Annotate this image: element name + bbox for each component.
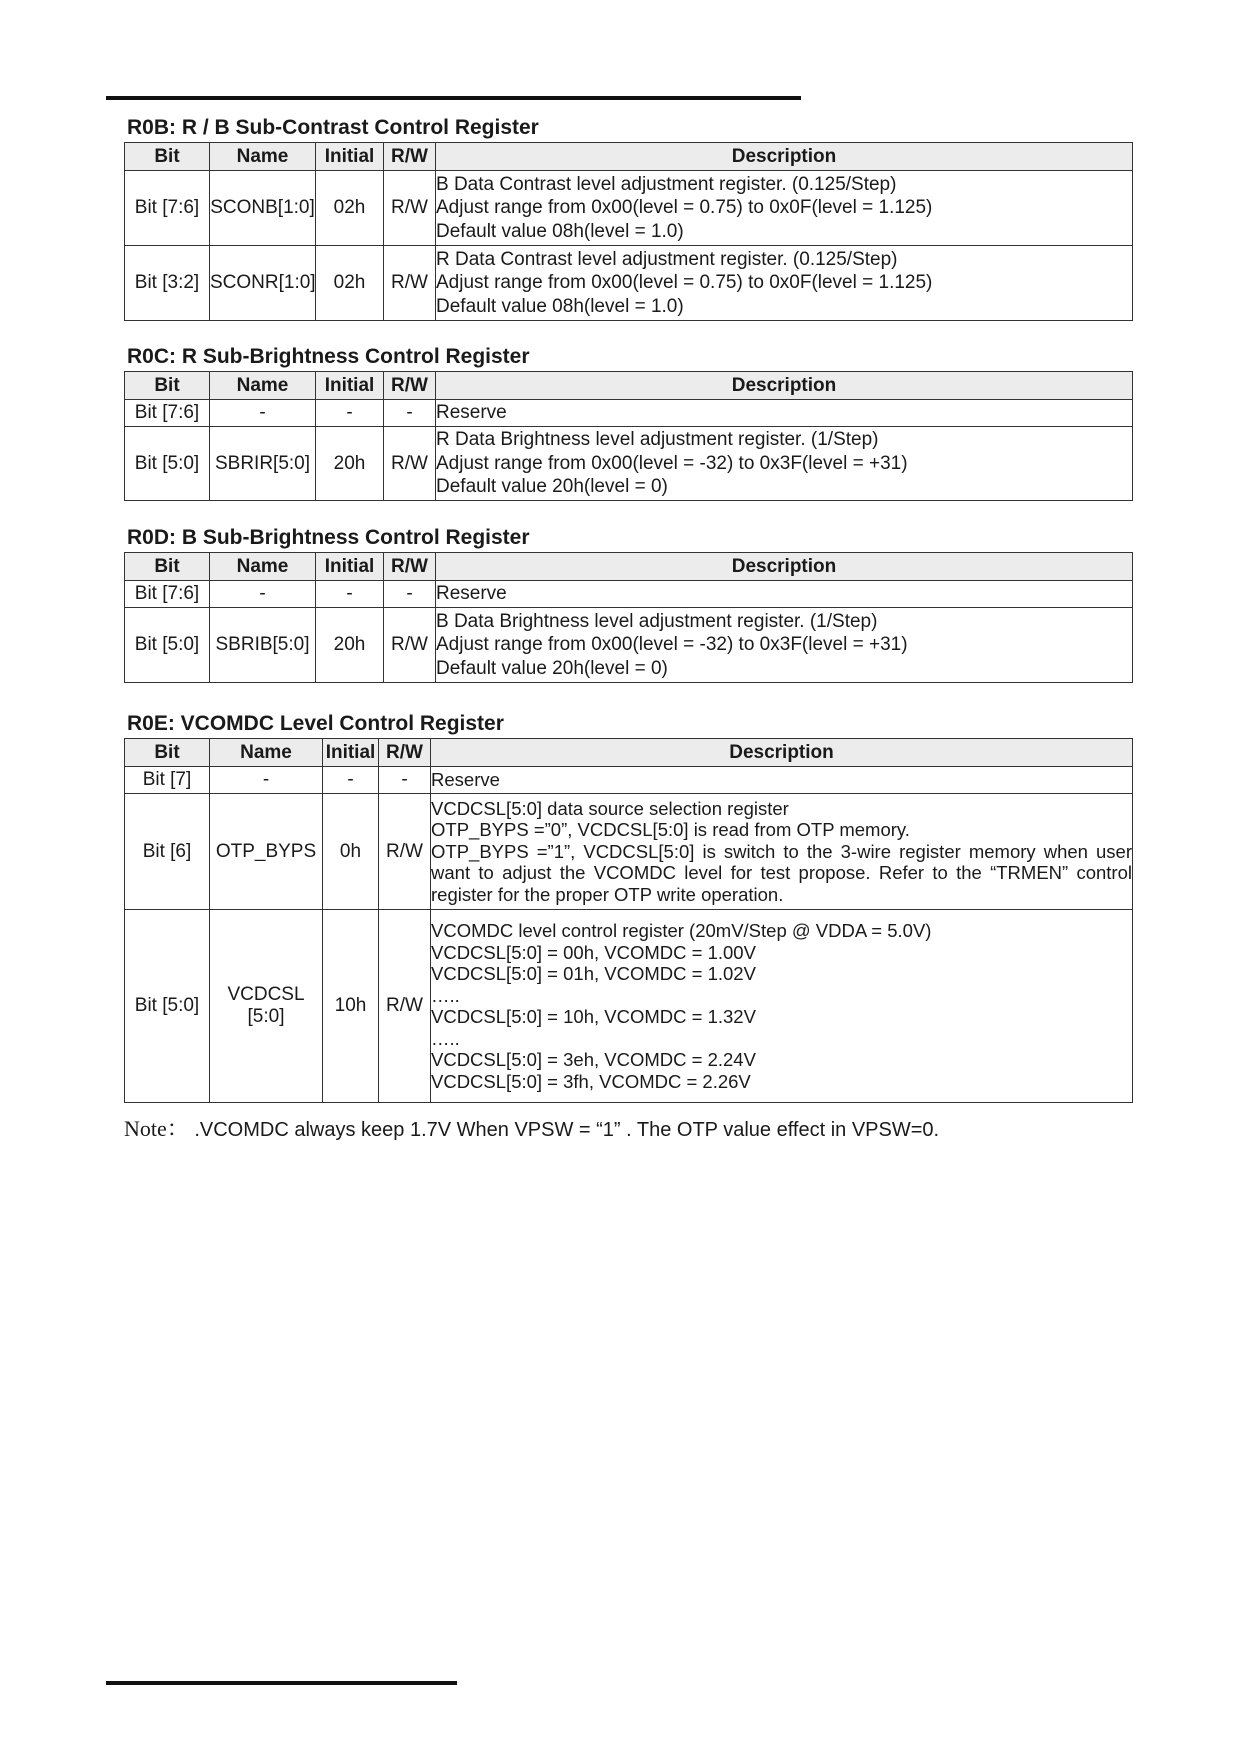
name-line: [5:0] [247,1006,285,1027]
cell-bit: Bit [3:2] [125,246,210,321]
description-line: R Data Brightness level adjustment register. (1/Step) [436,429,879,451]
description-line: Reserve [436,583,507,605]
header-bit: Bit [125,143,210,171]
description-line: B Data Contrast level adjustment register. (0.125/Step) [436,173,897,195]
table-row [125,608,1133,683]
description-line: Default value 20h(level = 0) [436,657,668,679]
cell-description [436,427,1133,501]
cell-bit: Bit [5:0] [125,608,210,683]
header-description: Description [436,372,1133,400]
header-description: Description [436,553,1133,581]
table-row [125,400,1133,427]
cell-bit: Bit [5:0] [125,427,210,501]
cell-rw: R/W [384,608,436,683]
cell-rw: R/W [384,427,436,501]
cell-rw: R/W [379,794,431,910]
cell-rw: - [384,581,436,608]
table-header-row [125,553,1133,581]
cell-initial: 02h [316,171,384,246]
description-line: VCDCSL[5:0] = 10h, VCOMDC = 1.32V [431,1006,756,1027]
header-bit: Bit [125,372,210,400]
register-r0c [124,346,1133,501]
cell-initial: - [316,581,384,608]
cell-description [436,400,1133,427]
bottom-rule [106,1681,457,1685]
note-text: .VCOMDC always keep 1.7V When VPSW = “1” . The OTP value effect in VPSW=0. [194,1119,940,1141]
table-row [125,581,1133,608]
description-line: OTP_BYPS =”1”, VCDCSL[5:0] is switch to the 3-wire register memory when user [431,840,1132,862]
cell-initial: - [316,400,384,427]
table-row [125,794,1133,910]
cell-rw: R/W [384,171,436,246]
header-name: Name [210,739,323,767]
header-rw: R/W [384,372,436,400]
description-line: VCDCSL[5:0] = 00h, VCOMDC = 1.00V [431,941,756,963]
cell-rw: R/W [384,246,436,321]
header-initial: Initial [316,553,384,581]
top-rule [106,96,801,100]
header-initial: Initial [316,143,384,171]
cell-description [431,767,1133,794]
cell-name [210,910,323,1103]
description-line: VCDCSL[5:0] = 3fh, VCOMDC = 2.26V [431,1070,751,1092]
cell-initial: 20h [316,608,384,683]
description-line: ….. [431,984,460,1006]
register-table [124,552,1133,683]
header-name: Name [210,143,316,171]
note-label: Note： [124,1116,189,1141]
table-row [125,910,1133,1103]
register-table [124,371,1133,501]
header-description: Description [436,143,1133,171]
description-line: Adjust range from 0x00(level = 0.75) to 0x0F(level = 1.125) [436,197,933,219]
description-line: Adjust range from 0x00(level = -32) to 0x3F(level = +31) [436,634,908,656]
description-line: R Data Contrast level adjustment register. (0.125/Step) [436,248,898,270]
cell-description [436,608,1133,683]
cell-bit: Bit [6] [125,794,210,910]
cell-rw: - [384,400,436,427]
description-line: Default value 20h(level = 0) [436,476,668,498]
description-line: VCOMDC level control register (20mV/Step @ VDDA = 5.0V) [431,920,932,941]
description-line: Default value 08h(level = 1.0) [436,295,684,317]
table-header-row [125,739,1133,767]
cell-name: SBRIB[5:0] [210,608,316,683]
footnote [124,1112,939,1143]
cell-bit: Bit [7] [125,767,210,794]
register-table [124,142,1133,321]
cell-name: - [210,581,316,608]
header-name: Name [210,372,316,400]
section-title: R0C: R Sub-Brightness Control Register [127,345,530,368]
description-line: VCDCSL[5:0] = 01h, VCOMDC = 1.02V [431,963,756,984]
table-row [125,171,1133,246]
table-row [125,767,1133,794]
header-bit: Bit [125,553,210,581]
description-line: Reserve [436,402,507,424]
register-r0b [124,117,1133,321]
table-header-row [125,372,1133,400]
cell-initial: 0h [323,794,379,910]
header-rw: R/W [384,143,436,171]
cell-name: SBRIR[5:0] [210,427,316,501]
section-title: R0E: VCOMDC Level Control Register [127,712,504,735]
header-name: Name [210,553,316,581]
header-bit: Bit [125,739,210,767]
description-line: OTP_BYPS =”0”, VCDCSL[5:0] is read from OTP memory. [431,819,910,841]
cell-bit: Bit [7:6] [125,581,210,608]
description-line: ….. [431,1027,460,1049]
cell-name: - [210,400,316,427]
cell-description [436,581,1133,608]
description-line: VCDCSL[5:0] = 3eh, VCOMDC = 2.24V [431,1049,756,1070]
cell-name: OTP_BYPS [210,794,323,910]
description-line: Adjust range from 0x00(level = -32) to 0x3F(level = +31) [436,452,908,474]
cell-description [436,171,1133,246]
cell-bit: Bit [7:6] [125,400,210,427]
register-r0d [124,527,1133,683]
section-title: R0B: R / B Sub-Contrast Control Register [127,116,539,139]
header-description: Description [431,739,1133,767]
cell-description [431,794,1133,910]
description-line: Reserve [431,769,500,791]
cell-name: - [210,767,323,794]
cell-name: SCONR[1:0] [210,246,316,321]
table-row [125,427,1133,501]
cell-initial: - [323,767,379,794]
cell-bit: Bit [7:6] [125,171,210,246]
name-line: VCDCSL [227,984,305,1005]
description-line: want to adjust the VCOMDC level for test propose. Refer to the “TRMEN” control [431,862,1132,884]
cell-description [431,910,1133,1103]
header-initial: Initial [316,372,384,400]
register-table [124,738,1133,1103]
cell-rw: - [379,767,431,794]
cell-initial: 02h [316,246,384,321]
description-line: Adjust range from 0x00(level = 0.75) to 0x0F(level = 1.125) [436,272,933,294]
description-line: B Data Brightness level adjustment register. (1/Step) [436,610,878,632]
cell-description [436,246,1133,321]
description-line: Default value 08h(level = 1.0) [436,220,684,242]
description-line: register for the proper OTP write operation. [431,883,784,905]
description-line: VCDCSL[5:0] data source selection register [431,797,789,819]
cell-rw: R/W [379,910,431,1103]
header-initial: Initial [323,739,379,767]
header-rw: R/W [384,553,436,581]
table-header-row [125,143,1133,171]
register-r0e [124,713,1133,1103]
table-row [125,246,1133,321]
cell-initial: 20h [316,427,384,501]
cell-bit: Bit [5:0] [125,910,210,1103]
section-title: R0D: B Sub-Brightness Control Register [127,526,530,549]
cell-name: SCONB[1:0] [210,171,316,246]
cell-initial: 10h [323,910,379,1103]
header-rw: R/W [379,739,431,767]
